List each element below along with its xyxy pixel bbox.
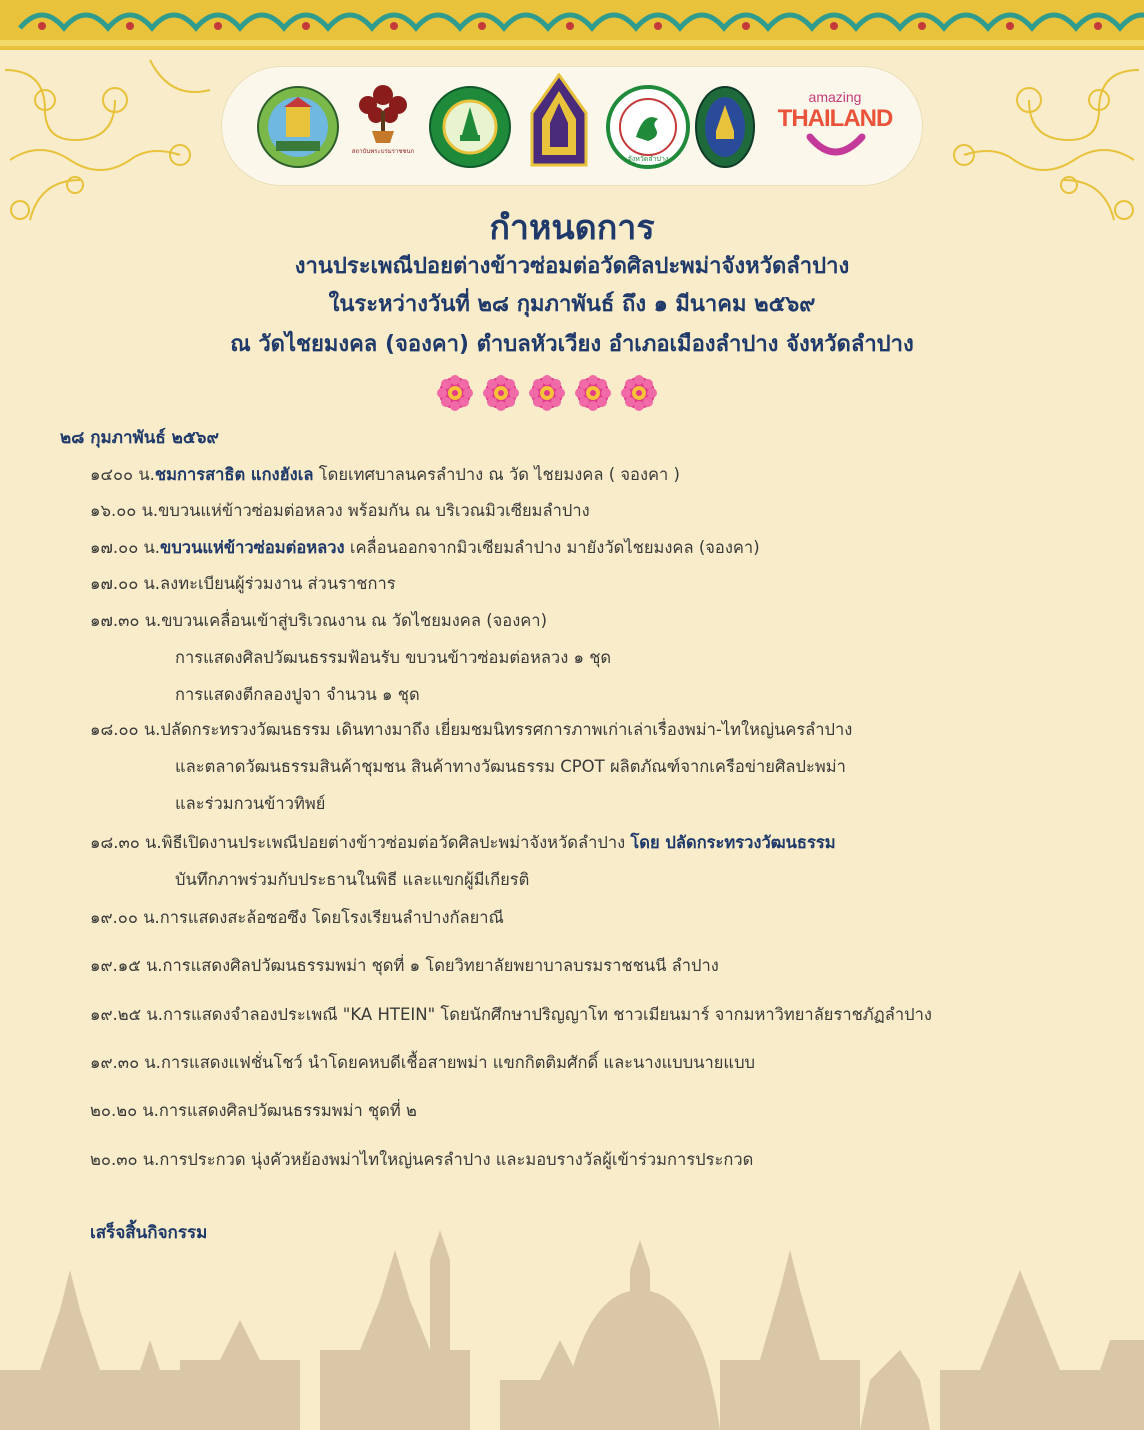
schedule-time: ๑๙.๑๕ น. [90,956,163,975]
lampang-province-logo [606,85,690,169]
schedule-time: ๒๐.๒๐ น. [90,1101,159,1120]
schedule-date-heading: ๒๘ กุมภาพันธ์ ๒๕๖๙ [60,428,219,448]
schedule-description: พิธีเปิดงานประเพณีปอยต่างข้าวซ่อมต่อวัดศิลปะพม่าจังหวัดลำปาง [161,833,631,852]
event-dates: ในระหว่างวันที่ ๒๘ กุมภาพันธ์ ถึง ๑ มีนาคม ๒๕๖๙ [328,292,816,317]
province-logo-caption: จังหวัดลำปาง [627,155,669,163]
schedule-row [90,608,547,634]
schedule-time: ๑๗.๐๐ น. [90,538,161,557]
schedule-description: ลงทะเบียนผู้ร่วมงาน ส่วนราชการ [160,574,396,593]
schedule-description: การแสดงศิลปวัฒนธรรมพม่า ชุดที่ ๑ โดยวิทยาลัยพยาบาลบรมราชชนนี ลำปาง [162,956,719,975]
schedule-row [90,1050,755,1076]
thailand-text: THAILAND [777,105,893,132]
schedule-row [90,462,680,488]
municipality-seal-logo [256,85,340,169]
schedule-continuation: การแสดงศิลปวัฒนธรรมฟ้อนรับ ขบวนข้าวซ่อมต่อหลวง ๑ ชุด [175,648,612,667]
schedule-row [90,905,504,931]
schedule-description: การแสดงจำลองประเพณี "KA HTEIN" โดยนักศึกษาปริญญาโท ชาวเมียนมาร์ จากมหาวิทยาลัยราชภัฏลำปาง [162,1005,932,1024]
cultural-promotion-logo [428,85,512,169]
schedule-row [90,830,836,856]
schedule-continuation: บันทึกภาพร่วมกับประธานในพิธี และแขกผู้มีเกียรติ [175,870,530,889]
rajabhat-university-logo [694,85,756,169]
schedule-row [90,953,719,979]
schedule-description: ขบวนแห่ข้าวซ่อมต่อหลวง พร้อมกัน ณ บริเวณมิวเซียมลำปาง [158,501,590,520]
flower-ornament-row [437,375,659,411]
schedule-time: ๑๘.๐๐ น. [90,720,161,739]
smile-swoosh-icon [770,133,900,163]
schedule-continuation: การแสดงตีกลองปูจา จำนวน ๑ ชุด [175,685,420,704]
ministry-culture-logo [526,73,592,173]
schedule-time: ๑๘.๓๐ น. [90,833,162,852]
amazing-thailand-logo [770,89,900,169]
schedule-time: ๑๖.๐๐ น. [90,501,159,520]
schedule-row [90,1002,932,1028]
schedule-highlight: ขบวนแห่ข้าวซ่อมต่อหลวง [160,538,345,557]
tree-emblem-logo [348,81,418,157]
schedule-description: โดยเทศบาลนครลำปาง ณ วัด ไชยมงคล ( จองคา ) [313,465,680,484]
schedule-time: ๑๙.๐๐ น. [90,908,160,927]
schedule-description: การแสดงสะล้อซอซึง โดยโรงเรียนลำปางกัลยาณี [159,908,504,927]
schedule-continuation: และตลาดวัฒนธรรมสินค้าชุมชน สินค้าทางวัฒนธรรม CPOT ผลิตภัณฑ์จากเครือข่ายศิลปะพม่า [175,757,846,776]
schedule-row [90,1147,753,1173]
schedule-row [90,717,852,743]
schedule-description: ขบวนเคลื่อนเข้าสู่บริเวณงาน ณ วัดไชยมงคล (จองคา) [161,611,548,630]
schedule-time: ๑๔๐๐ น. [90,465,155,484]
schedule-time: ๑๗.๓๐ น. [90,611,162,630]
partner-logo-bar [222,67,922,185]
schedule-description: การแสดงศิลปวัฒนธรรมพม่า ชุดที่ ๒ [158,1101,417,1120]
schedule-description: ปลัดกระทรวงวัฒนธรรม เดินทางมาถึง เยี่ยมชมนิทรรศการภาพเก่าเล่าเรื่องพม่า-ไทใหญ่นครลำปาง [160,720,853,739]
end-of-activities: เสร็จสิ้นกิจกรรม [90,1223,208,1243]
schedule-highlight: ชมการสาธิต แกงฮังเล [154,465,314,484]
schedule-description: การแสดงแฟชั่นโชว์ นำโดยคหบดีเชื้อสายพม่า แขกกิตติมศักดิ์ และนางแบบนายแบบ [160,1053,756,1072]
event-subtitle: งานประเพณีปอยต่างข้าวซ่อมต่อวัดศิลปะพม่าจังหวัดลำปาง [294,254,850,279]
schedule-description: การประกวด นุ่งคัวหย้องพม่าไทใหญ่นครลำปาง และมอบรางวัลผู้เข้าร่วมการประกวด [159,1150,754,1169]
schedule-highlight: โดย ปลัดกระทรวงวัฒนธรรม [630,833,836,852]
schedule-time: ๑๙.๓๐ น. [90,1053,161,1072]
schedule-time: ๑๙.๒๕ น. [90,1005,163,1024]
schedule-continuation: และร่วมกวนข้าวทิพย์ [175,794,326,813]
schedule-time: ๒๐.๓๐ น. [90,1150,160,1169]
temple-skyline-silhouette [0,1230,1144,1430]
amazing-text: amazing [808,89,862,105]
schedule-row [90,1098,417,1124]
schedule-time: ๑๗.๐๐ น. [90,574,161,593]
page-title: กำหนดการ [489,208,655,248]
schedule-description: เคลื่อนออกจากมิวเซียมลำปาง มายังวัดไชยมงคล (จองคา) [344,538,760,557]
schedule-row [90,535,760,561]
event-venue: ณ วัดไชยมงคล (จองคา) ตำบลหัวเวียง อำเภอเมืองลำปาง จังหวัดลำปาง [230,332,914,357]
schedule-row [90,498,590,524]
tree-logo-caption: สถาบันพระบรมราชชนก [351,148,415,155]
schedule-row [90,571,396,597]
